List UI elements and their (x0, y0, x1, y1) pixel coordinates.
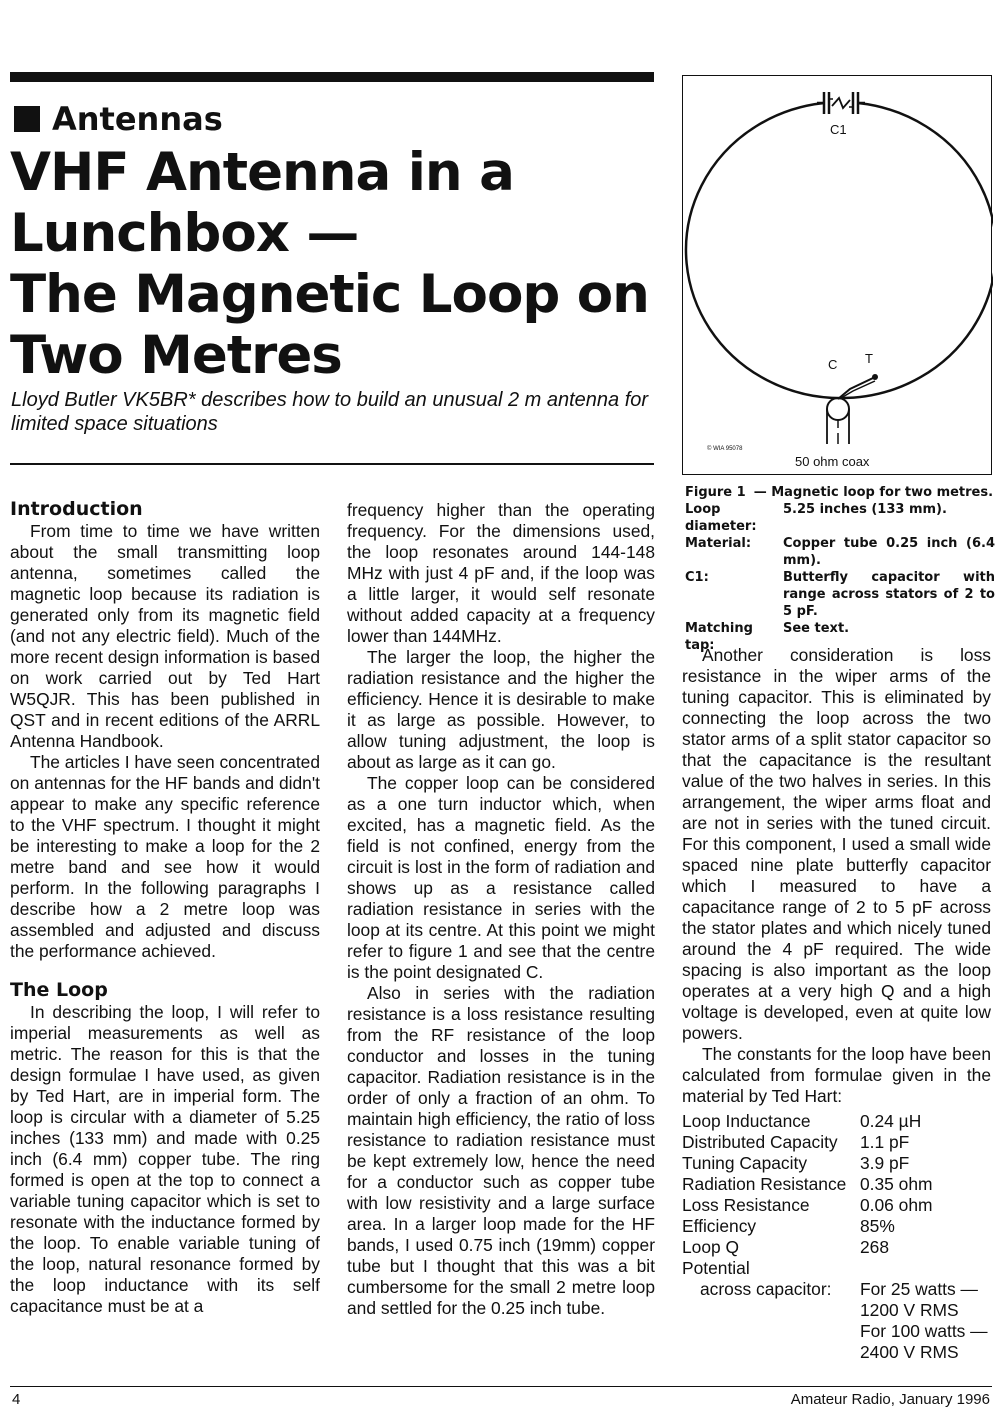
paragraph: The larger the loop, the higher the radiation resistance and the higher the efficiency. Hence it is desirable to make it as large as possible. However, to allow tuning adjustment, the loop is about as large as it can go. (347, 647, 655, 772)
top-rule (10, 72, 654, 82)
spec-row (682, 1132, 991, 1153)
spec-value: 0.35 ohm (860, 1174, 933, 1194)
intro-heading: Introduction (10, 498, 143, 520)
spec-value: 0.24 µH (860, 1111, 922, 1131)
paragraph: The articles I have seen concentrated on antennas for the HF bands and didn't appear to make any specific reference to the VHF spectrum. I thought it might be interesting to make a loop for the 2 metre band and see how it would perform. In the following paragraphs I describe how a 2 metre loop was assembled and adjusted and discuss the performance achieved. (10, 752, 321, 961)
caption-row-label: Material: (685, 536, 752, 551)
spec-label: Tuning Capacity (682, 1153, 808, 1173)
paragraph: From time to time we have written about the small transmitting loop antenna, sometimes called the magnetic loop because its radiation is generated only from its magnetic field (and not any electric field). Much of the more recent design information is based on work carried out by Ted Hart W5QJR. This has been published in QST and in recent editions of the ARRL Antenna Handbook. (10, 521, 320, 751)
copyright-label: © WIA 95078 (707, 446, 743, 452)
figure-caption (685, 484, 995, 654)
title-line: VHF Antenna in a (10, 142, 514, 203)
paragraph: Another consideration is loss resistance in the wiper arms of the tuning capacitor. This is eliminated by connecting the loop across the two stator arms of a split stator capacitor so that the capacitance is the resultant value of the two halves in series. In this arrangement, the wiper arms float and are not in series with the tuned circuit. For this component, I used a small wide spaced nine plate butterfly capacitor which I measured to have a capacitance range of 2 to 5 pF across the stator plates and which nicely tuned around the 4 pF required. The wide spacing is also important as the loop operates at a very high Q and a high voltage is developed, even at quite low powers. (682, 645, 991, 1043)
title-rule (10, 463, 654, 465)
spec-value: For 100 watts — 2400 V RMS (860, 1321, 988, 1362)
spec-label: Distributed Capacity (682, 1132, 838, 1152)
title-line: Lunchbox — (10, 203, 359, 264)
loop-heading: The Loop (10, 979, 108, 1001)
c-label: C (828, 357, 838, 372)
spec-value: For 25 watts — 1200 V RMS (860, 1279, 978, 1320)
loop-diagram (683, 76, 993, 476)
spec-row (682, 1174, 991, 1195)
spec-value: 0.06 ohm (860, 1195, 933, 1215)
caption-row (685, 569, 995, 620)
capacitor-c1-icon (817, 92, 865, 114)
spec-value (860, 1258, 991, 1279)
paragraph: frequency higher than the operating frequency. For the dimensions used, the loop resonates around 144-148 MHz with just 4 pF and, if the loop was a little larger, it would self resonate without added capacity at a frequency lower than 144MHz. (347, 500, 655, 646)
loop-constants-table (682, 1111, 991, 1363)
caption-row (685, 501, 995, 535)
spec-label: Potential (682, 1258, 750, 1278)
caption-row-label: Matching tap: (685, 621, 753, 653)
coax-label: 50 ohm coax (795, 454, 870, 469)
caption-row-value: Butterfly capacitor with range across stators of 2 to 5 pF. (783, 570, 995, 619)
spec-label (682, 1321, 860, 1363)
spec-row (682, 1216, 991, 1237)
caption-row-value: Copper tube 0.25 inch (6.4 mm). (783, 536, 995, 568)
spec-value: 85% (860, 1216, 895, 1236)
column-2 (347, 500, 655, 1319)
column-3 (682, 645, 991, 1363)
section-square-icon (14, 106, 40, 132)
section-heading (14, 100, 223, 138)
loop-conductor (686, 103, 993, 398)
paragraph: The copper loop can be considered as a one turn inductor which, when excited, has a magnetic field. As the field is not confined, energy from the circuit is lost in the form of radiation and shows up as a resistance called radiation resistance in series with the loop at its centre. At this point we might refer to figure 1 and see that the centre is the point designated C. (347, 773, 655, 982)
spec-row (682, 1258, 991, 1279)
article-title (10, 142, 660, 386)
caption-figure-label: Figure 1 (685, 485, 746, 500)
article-subtitle: Lloyd Butler VK5BR* describes how to build an unusual 2 m antenna for limited space situations (11, 389, 649, 435)
spec-row (682, 1111, 991, 1132)
spec-value: 1.1 pF (860, 1132, 910, 1152)
paragraph: Also in series with the radiation resistance is a loss resistance resulting from the RF resistance of the loop conductor and losses in the tuning capacitor. Radiation resistance is in the order of only a fraction of an ohm. To maintain high efficiency, the ratio of loss resistance to radiation resistance must be kept extremely low, hence the need for a conductor such as copper tube with low resistivity and a large surface area. In a larger loop made for the HF bands, I used 0.75 inch (19mm) copper tube but I thought that this was a bit cumbersome for the small 2 metre loop and settled for the 0.25 inch tube. (347, 983, 655, 1318)
caption-row-label: C1: (685, 570, 709, 585)
caption-row-value: 5.25 inches (133 mm). (783, 502, 947, 517)
t-label: T (865, 351, 873, 366)
coax-feed-icon (827, 374, 878, 444)
spec-row (682, 1279, 991, 1321)
caption-row-value: See text. (783, 621, 850, 636)
journal-footer: Amateur Radio, January 1996 (790, 1391, 990, 1408)
spec-label: Loss Resistance (682, 1195, 810, 1215)
caption-row-label: Loop diameter: (685, 502, 757, 534)
spec-row (682, 1195, 991, 1216)
spec-label: Efficiency (682, 1216, 757, 1236)
spec-value: 268 (860, 1237, 890, 1257)
spec-row (682, 1321, 991, 1363)
spec-label: Radiation Resistance (682, 1174, 847, 1194)
spec-label: Loop Inductance (682, 1111, 811, 1131)
title-line: Two Metres (10, 325, 342, 386)
section-label: Antennas (52, 100, 223, 138)
spec-value: 3.9 pF (860, 1153, 910, 1173)
caption-figure-text: — Magnetic loop for two metres. (753, 485, 994, 500)
title-line: The Magnetic Loop on (10, 264, 649, 325)
spec-label: across capacitor: (700, 1279, 832, 1299)
page-number: 4 (12, 1391, 21, 1408)
spec-row (682, 1237, 991, 1258)
paragraph: The constants for the loop have been calculated from formulae given in the material by Ted Hart: (682, 1044, 991, 1106)
figure-1 (682, 75, 992, 475)
c1-label: C1 (830, 122, 847, 137)
spec-row (682, 1153, 991, 1174)
paragraph: In describing the loop, I will refer to imperial measurements as well as metric. The reason for this is that the design formulae I have used, as given by Ted Hart, are in imperial form. The loop is circular with a diameter of 5.25 inches (133 mm) and made with 0.25 inch (6.4 mm) copper tube. The ring formed is open at the top to connect a variable tuning capacitor which is set to resonate with the inductance formed by the loop. To enable variable tuning of the loop, natural resonance formed by the loop inductance with its self capacitance must be at a (10, 1002, 320, 1316)
caption-row (685, 535, 995, 569)
column-1 (10, 497, 320, 1317)
caption-title (685, 484, 995, 501)
footer-rule (10, 1386, 992, 1387)
spec-label: Loop Q (682, 1237, 740, 1257)
